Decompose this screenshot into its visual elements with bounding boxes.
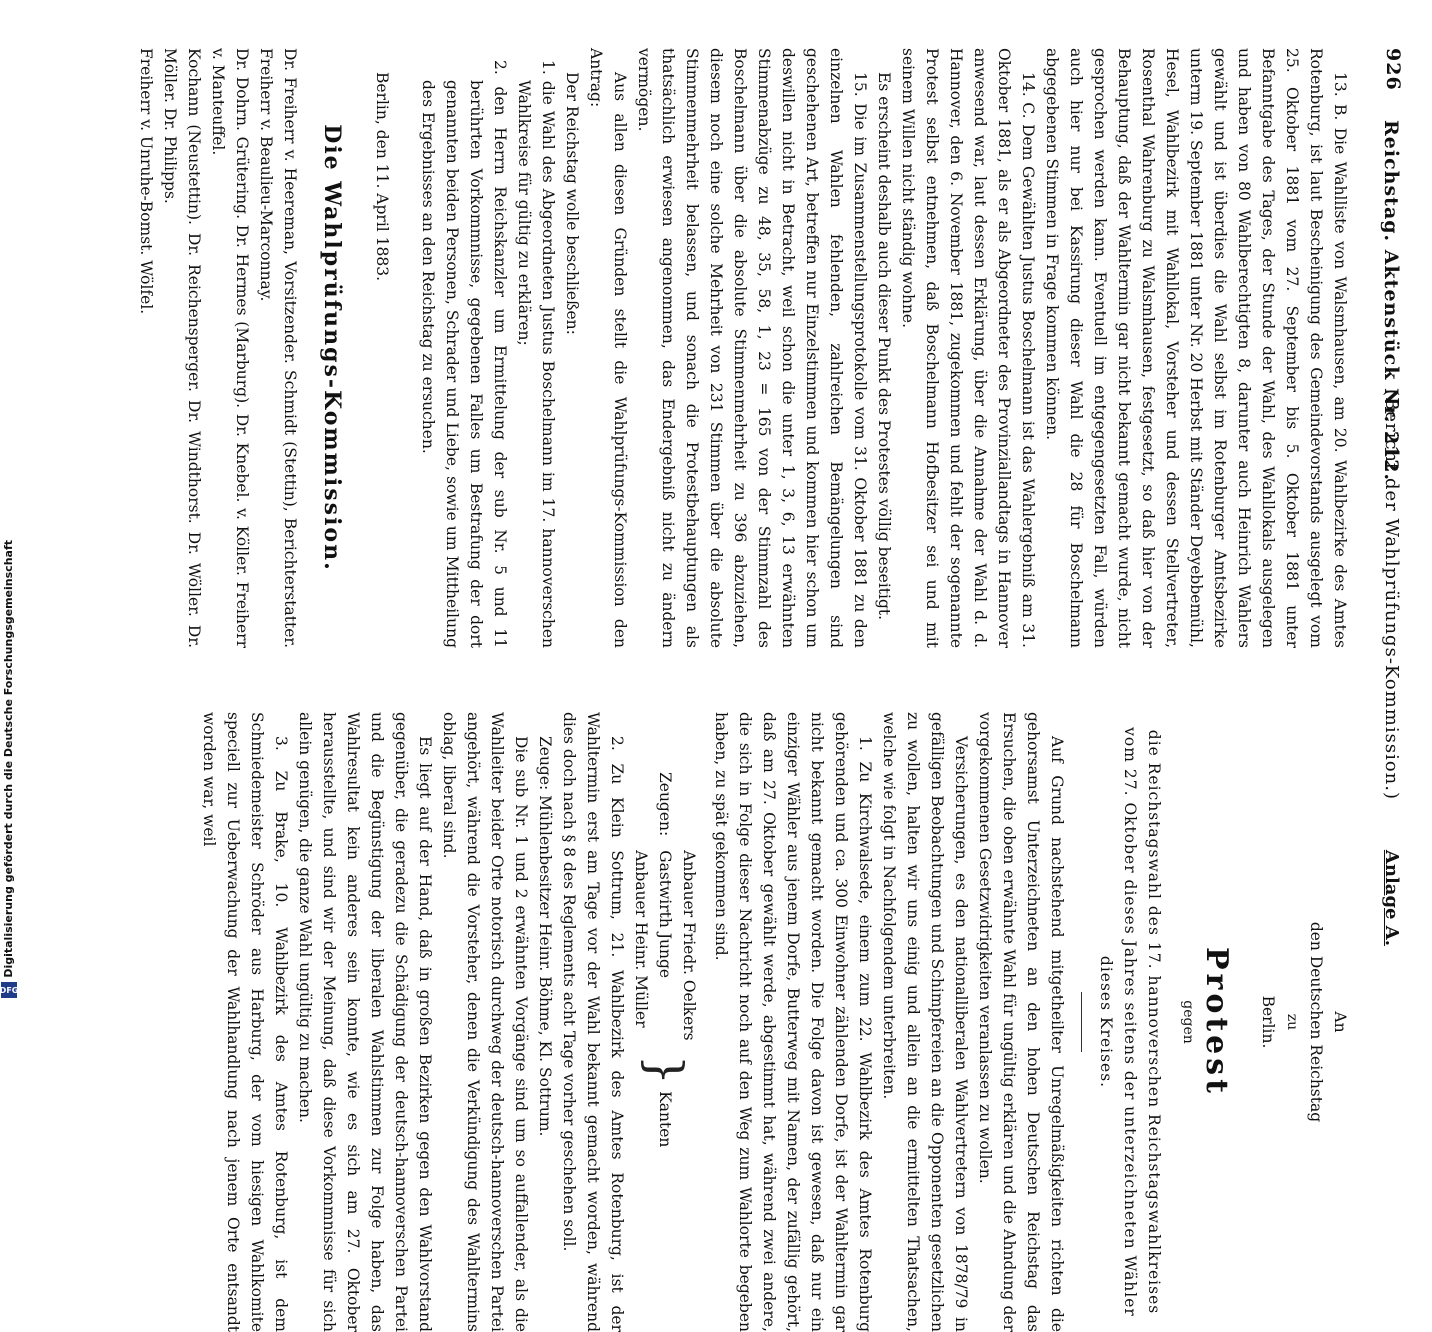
address-city: Berlin. (1259, 995, 1277, 1049)
witness-label: Zeugen: (656, 772, 674, 837)
divider (1081, 992, 1082, 1052)
protest-subject: die Reichstagswahl des 17. hannoverschen Reichstagswahlkreises vom 27. Oktober dieses Jahres seitens der unterzeichneten Wähler dieses Kreises. (1097, 727, 1163, 1317)
address-zu: zu (1284, 1013, 1300, 1031)
witness-block (629, 772, 701, 1332)
date-line: Berlin, den 11. April 1883. (373, 72, 391, 282)
signature-line-1: Dr. Freiherr v. Heereman, Vorsitzender. Schmidt (Stettin), Berichterstatter. Freiherr v. Beaulieu-Marconnay. (257, 48, 299, 648)
resolution-item-2: 2. den Herrn Reichskanzler um Ermittelung der sub Nr. 5 und 11 berührten Vorkommnisse, gegebenen Falles um Bestrafung der dort genannten beiden Personen, Schrader und Liebe, sowie um Mittheilung des Ergebnisses an den Reichstag zu ersuchen. (419, 60, 509, 648)
page-header (1374, 40, 1404, 960)
resolution-item-1: 1. die Wahl des Abgeordneten Justus Boschelmann im 17. hannoverschen Wahlkreise für gültig zu erklären; (515, 60, 557, 648)
paragraph-13: 13. B. Die Wahlliste von Walsmhausen, am 20. Wahlbezirke des Amtes Rotenburg, ist laut Bescheinigung des Gemeindevorstands ausgelegt vom 25. Oktober 1881 vom 27. September bis 5. Oktober 1881 unter Befanntgabe des Tages, der Stunde der Wahl, des Wahllokals ausgelegen und haben von 80 Wahlberechtigten 8, darunter auch Heinrich Wahlers gewählt und ist überdies die Wahl selbst im Rotenburger Amtsbezirke unterm 19. September 1881 unter Nr. 20 Herbst mit Ständer Deyebbemühl, Hesel, Wahlbezirk mit Wahllokal, Vorsteher und dessen Stellvertreter, Rosenthal Wahrenburg zu Walsmhausen, festgesetzt, so daß hier von der Behauptung, daß der Wahltermin gar nicht bekannt gemacht wurde, nicht gesprochen werden kann. Eventuell im entgegengesetzten Fall, würden auch hier nur bei Kassirung dieser Wahl die 28 für Boschelmann abgegebenen Stimmen in Frage kommen können. (1043, 48, 1349, 648)
witness-1: Anbauer Friedr. Oelkers (680, 850, 698, 1041)
protest-point-2-witness: Zeuge: Mühlenbesitzer Heinr. Böhme, Kl. Sottrum. (536, 736, 554, 1137)
protest-point-2: 2. Zu Klein Sottrum, 21. Wahlbezirk des Amtes Rotenburg, ist der Wahltermin erst am Tage vor der Wahl bekannt gemacht worden, während dies doch nach § 8 des Reglements acht Tage vorher geschehen soll. (560, 712, 626, 1332)
signature-line-3: Kochann (Neustettin). Dr. Reichensperger. Dr. Windthorst. Dr. Wöller. Dr. Möller. Dr. Philipps. (161, 48, 203, 648)
header-title: Reichstag. Aktenstück Nr. 212. (1380, 120, 1402, 482)
signature-line-4: Freiherr v. Unruhe-Bomst. Wölfel. (137, 48, 155, 315)
protest-point-1: 1. Zu Kirchwalsede, einem zum 22. Wahlbezirk des Amtes Rotenburg gehörenden und ca. 300 Einwohner zählenden Dorfe, ist der Wahltermin gar nicht bekannt gemacht worden. Die Folge davon ist gewesen, daß nur ein einziger Wähler aus jenem Dorfe, Butterweg mit Namen, der zufällig gehört, daß am 27. Oktober gewählt werde, abgestimmt hat, während zwei andere, die sich in Folge dieser Nachricht noch auf den Weg zum Wahlorte begeben haben, zu spät gekommen sind. (712, 712, 874, 1332)
witness-names (629, 850, 701, 1040)
protest-heading: Protest (1199, 946, 1234, 1098)
protest-intro: Auf Grund nachstehend mitgetheilter Unregelmäßigkeiten richten die gehorsamst Unterzeichneten an den hohen Deutschen Reichstag das Ersuchen, die oben erwähnte Wahl für ungültig erklären und die Ahndung der vorgekommenen Gesetzwidrigkeiten veranlassen zu wollen. (976, 712, 1066, 1332)
funding-credit-text: Digitalisierung gefördert durch die Deutsche Forschungsgemeinschaft (2, 540, 15, 978)
left-column (134, 48, 1352, 648)
paragraph-14: 14. C. Dem Gewählten Justus Boschelmann ist das Wahlergebniß am 31. Oktober 1881, als er als Abgeordneter des Provinziallandtags in Hannover anwesend war, laut dessen Erklärung, über die Annahme der Wahl d. d. Hannover, den 6. November 1881, zugekommen und fehlt der sogenannte Protest selbst entnehmen, daß Boschelmann Hofbesitzer sei und mit seinem Willen nicht ständig wohne. (899, 48, 1037, 648)
dfg-logo-icon: DFG (1, 982, 17, 998)
resolution-list (416, 56, 560, 648)
funding-credit-strip (0, 0, 18, 1000)
address-recipient: den Deutschen Reichstag (1307, 921, 1325, 1123)
paragraph-15: 15. Die im Zusammenstellungsprotokolle vom 31. Oktober 1881 zu den einzelnen Wahlen fehlenden, zahlreichen Bemängelungen sind geschehenen Art, betreffen nur Einzelstimmen und kommen hier schon um deswillen nicht in Betracht, weil schon die unter 1, 3, 6, 13 erwähnten Stimmenabzüge zu 48, 35, 58, 1, 23 = 165 von der Stimmzahl des Boschelmann über die absolute Stimmenmehrheit zu 396 abzuziehen, diesem noch eine solche Mehrheit von 231 Stimmen über die absolute Stimmenmehrheit belassen, und sonach die Protestbehauptungen als thatsächlich erwiesen angenommen, das Endergebniß nicht zu ändern vermögen. (635, 48, 869, 648)
protest-paragraph-4: Es liegt auf der Hand, daß in großen Bezirken gegen den Wahlvorstand gegenüber, die geradezu die Schädigung der deutsch-hannoverschen Partei und die Begünstigung der liberalen Wahlstimmen zur Folge haben, das Wahlresultat kein anderes sein konnte, wie es sich am 27. Oktober herausstellte, und sind wir der Meinung, daß diese Vorkommnisse für sich allein genügen, die ganze Wahl ungültig zu machen. (296, 712, 434, 1332)
protest-gegen: gegen (1180, 1000, 1196, 1044)
annex-label: Anlage A. (1381, 849, 1402, 946)
header-subtitle: (Bericht der Wahlprüfungs-Kommission.) (1381, 389, 1402, 800)
witness-place: Kanten (656, 1091, 674, 1148)
protest-paragraph-versicherungen: Versicherungen, es den nationalliberalen Wahlvertretern von 1878/79 in gefälligen Beobachtungen und Schimpfereien an die Opponenten gesetzlichen zu wollen, halten wir uns einig und allein an die ermittelten Thatsachen, welche wie folgt in Nachfolgendem unterbreiten. (880, 712, 970, 1332)
brace-glyph: } (637, 1054, 693, 1086)
resolution-intro: Der Reichstag wolle beschließen: (563, 72, 581, 335)
commission-title: Die Wahlprüfungs-Kommission. (319, 124, 345, 572)
protest-point-3: 3. Zu Brake, 10. Wahlbezirk des Amtes Rotenburg, ist dem Schmiedemeister Schröder aus Harburg, der vom hiesigen Wahlkomite speciell zur Ueberwachung der Wahlhandlung nach jenem Orte entsandt worden war, weil (200, 712, 290, 1332)
right-column (197, 712, 1352, 1332)
address-an: An (1331, 1011, 1349, 1033)
witness-2: Gastwirth Junge (656, 850, 674, 979)
witness-3: Anbauer Heinr. Müller (632, 850, 650, 1028)
paragraph-16: Aus allen diesen Gründen stellt die Wahlprüfungs-Kommission den Antrag: (587, 48, 629, 648)
protest-paragraph-3: Die sub Nr. 1 und 2 erwähnten Vorgänge sind um so auffallender, als die Wahlleiter beider Orte notorisch durchweg der deutsch-hannoverschen Partei angehört, während die Vorsteher, denen die Verkündigung des Wahltermins oblag, liberal sind. (440, 712, 530, 1332)
page-number: 926 (1382, 48, 1404, 91)
signature-line-2: Dr. Dohrn. Grütering. Dr. Hermes (Marburg). Dr. Knebel. v. Köller. Freiherr v. Manteuffel. (209, 48, 251, 648)
paragraph-14b: Es erscheint deshalb auch dieser Punkt des Protestes völlig beseitigt. (875, 72, 893, 621)
